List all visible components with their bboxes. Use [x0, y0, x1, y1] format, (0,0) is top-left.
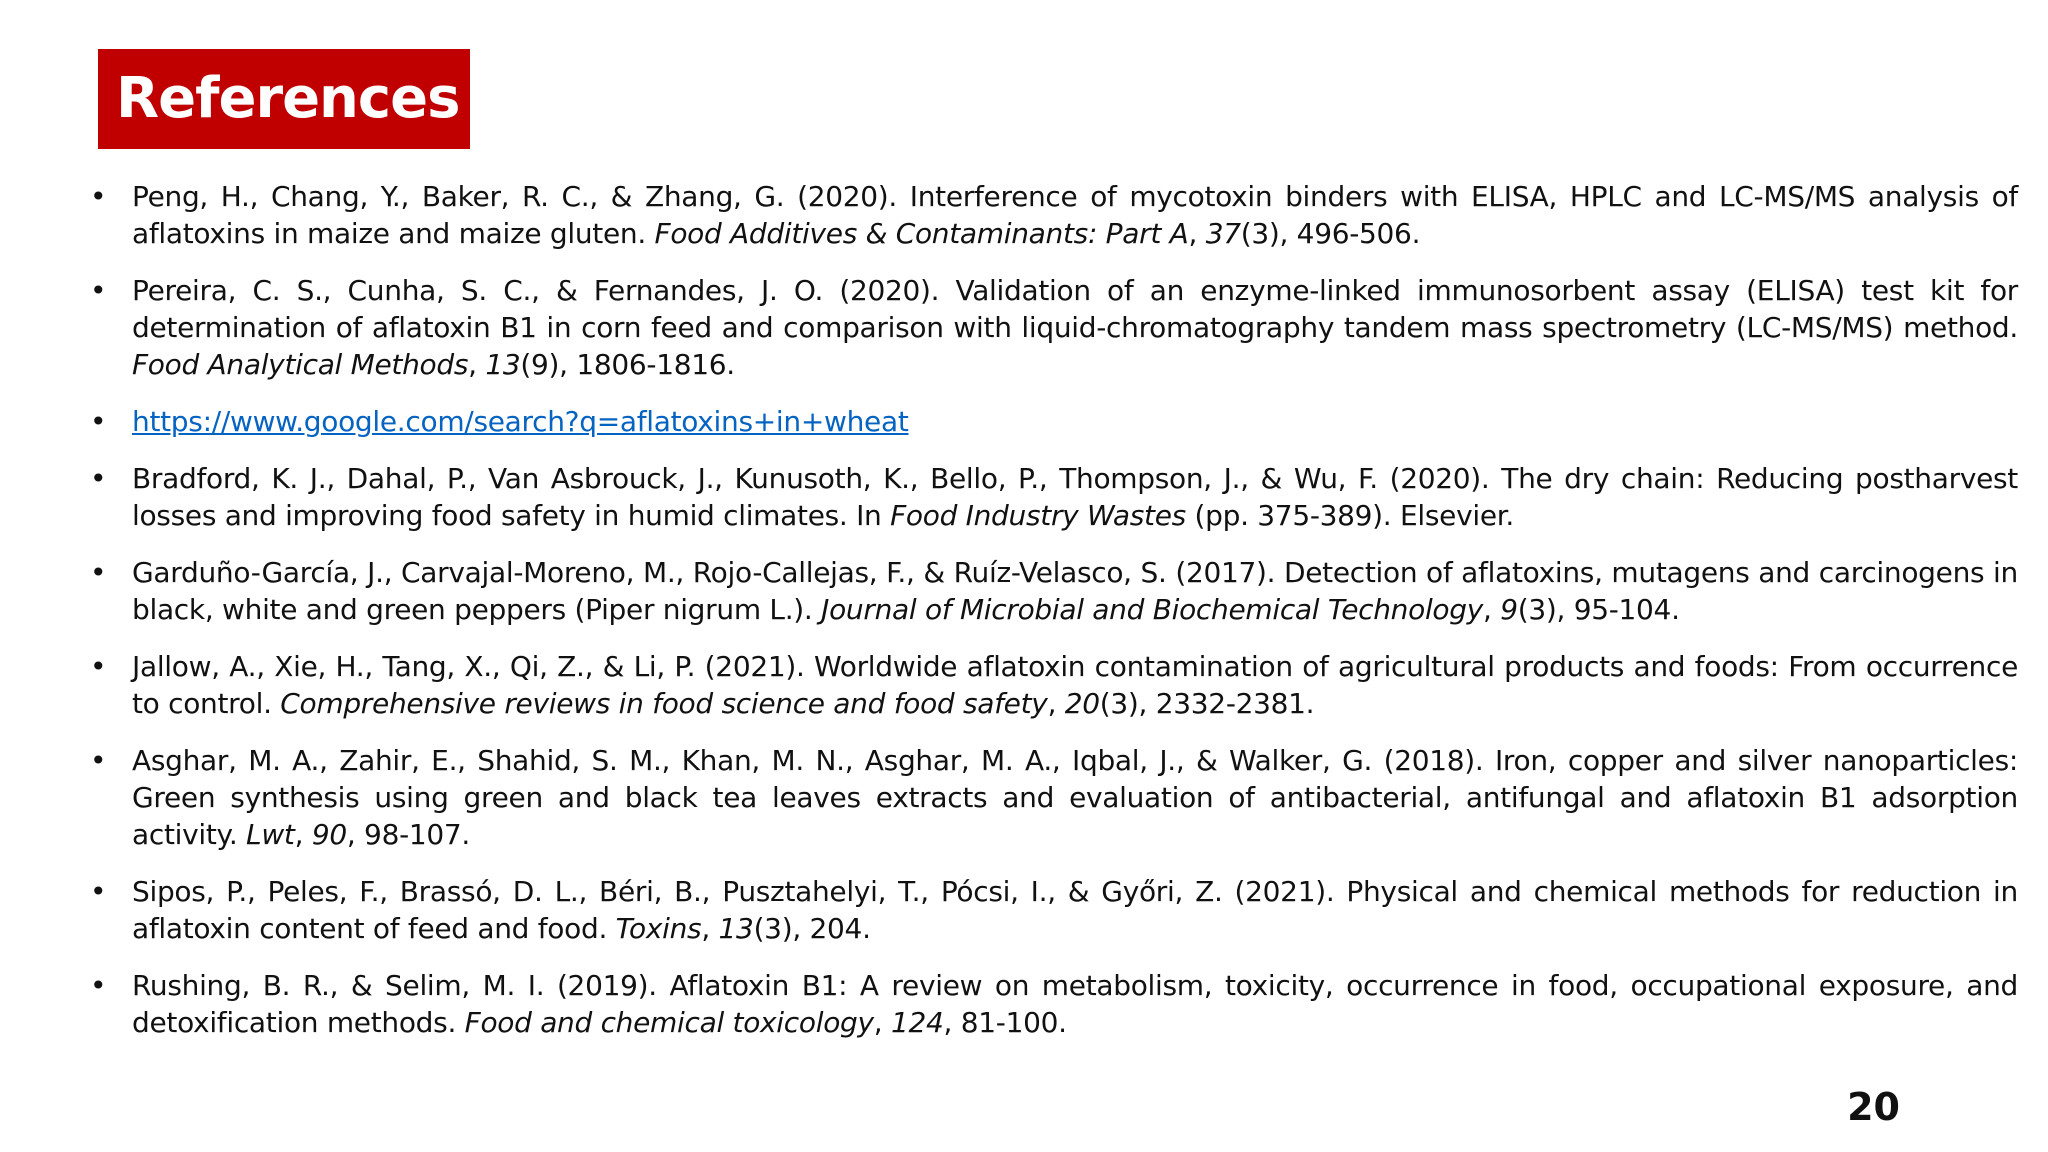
reference-text: Jallow, A., Xie, H., Tang, X., Qi, Z., & Li, P. (2021). Worldwide aflatoxin contamination of agricultural products and foods: From occurrence to control. [132, 650, 2018, 720]
slide-title: References [116, 66, 460, 131]
reference-item [84, 403, 2018, 440]
reference-journal: Comprehensive reviews in food science and food safety [280, 687, 1048, 720]
title-banner [98, 49, 470, 149]
reference-separator: , [1047, 687, 1065, 720]
reference-separator: , [1188, 217, 1206, 250]
reference-volume: 90 [311, 818, 347, 851]
reference-item [84, 178, 2018, 252]
reference-item [84, 460, 2018, 534]
reference-journal: Journal of Microbial and Biochemical Technology [821, 593, 1484, 626]
reference-pages: (3), 95-104. [1517, 593, 1680, 626]
reference-pages: (9), 1806-1816. [520, 348, 735, 381]
reference-pages: (3), 2332-2381. [1099, 687, 1315, 720]
reference-volume: 13 [485, 348, 521, 381]
reference-separator: , [873, 1006, 891, 1039]
reference-journal: Lwt [246, 818, 295, 851]
reference-separator: , [1483, 593, 1501, 626]
reference-separator: , [701, 912, 719, 945]
reference-volume: 9 [1500, 593, 1518, 626]
reference-list [84, 178, 2018, 1061]
reference-journal: Food Industry Wastes [890, 499, 1186, 532]
reference-link[interactable]: https://www.google.com/search?q=aflatoxins+in+wheat [132, 405, 909, 438]
reference-item [84, 554, 2018, 628]
reference-item [84, 272, 2018, 383]
reference-pages: (3), 204. [753, 912, 871, 945]
reference-pages: , 81-100. [943, 1006, 1067, 1039]
reference-journal: Food Analytical Methods [132, 348, 469, 381]
reference-item [84, 967, 2018, 1041]
reference-item [84, 873, 2018, 947]
reference-item [84, 742, 2018, 853]
reference-pages: (3), 496-506. [1240, 217, 1421, 250]
reference-text: Pereira, C. S., Cunha, S. C., & Fernandes, J. O. (2020). Validation of an enzyme-linked immunosorbent assay (ELISA) test kit for determination of aflatoxin B1 in corn feed and comparison with liquid-chromatography tandem mass spectrometry (LC-MS/MS) method. [132, 274, 2018, 344]
reference-text: Sipos, P., Peles, F., Brassó, D. L., Béri, B., Pusztahelyi, T., Pócsi, I., & Győri, Z. (2021). Physical and chemical methods for reduction in aflatoxin content of feed and food. [132, 875, 2018, 945]
reference-pages: , 98-107. [346, 818, 471, 851]
reference-pages: (pp. 375-389). Elsevier. [1185, 499, 1515, 532]
reference-volume: 124 [890, 1006, 944, 1039]
reference-volume: 20 [1064, 687, 1100, 720]
reference-text: Peng, H., Chang, Y., Baker, R. C., & Zhang, G. (2020). Interference of mycotoxin binders with ELISA, HPLC and LC-MS/MS analysis of aflatoxins in maize and maize gluten. [132, 180, 2018, 250]
reference-separator: , [468, 348, 486, 381]
reference-separator: , [294, 818, 312, 851]
reference-journal: Food Additives & Contaminants: Part A [654, 217, 1189, 250]
reference-text: Rushing, B. R., & Selim, M. I. (2019). Aflatoxin B1: A review on metabolism, toxicity, occurrence in food, occupational exposure, and detoxification methods. [132, 969, 2018, 1039]
reference-volume: 13 [718, 912, 754, 945]
page-number: 20 [1847, 1085, 1900, 1129]
reference-journal: Food and chemical toxicology [464, 1006, 874, 1039]
reference-text: Bradford, K. J., Dahal, P., Van Asbrouck, J., Kunusoth, K., Bello, P., Thompson, J., & Wu, F. (2020). The dry chain: Reducing postharvest losses and improving food safety in humid climates. In [132, 462, 2018, 532]
reference-journal: Toxins [615, 912, 702, 945]
reference-text: Garduño-García, J., Carvajal-Moreno, M., Rojo-Callejas, F., & Ruíz-Velasco, S. (2017). Detection of aflatoxins, mutagens and carcinogens in black, white and green peppers (Piper nigrum L.). [132, 556, 2018, 626]
reference-text: Asghar, M. A., Zahir, E., Shahid, S. M., Khan, M. N., Asghar, M. A., Iqbal, J., & Walker, G. (2018). Iron, copper and silver nanoparticles: Green synthesis using green and black tea leaves extracts and evaluation of antibacterial, antifungal and aflatoxin B1 adsorption activity. [132, 744, 2018, 851]
reference-volume: 37 [1205, 217, 1241, 250]
reference-item [84, 648, 2018, 722]
